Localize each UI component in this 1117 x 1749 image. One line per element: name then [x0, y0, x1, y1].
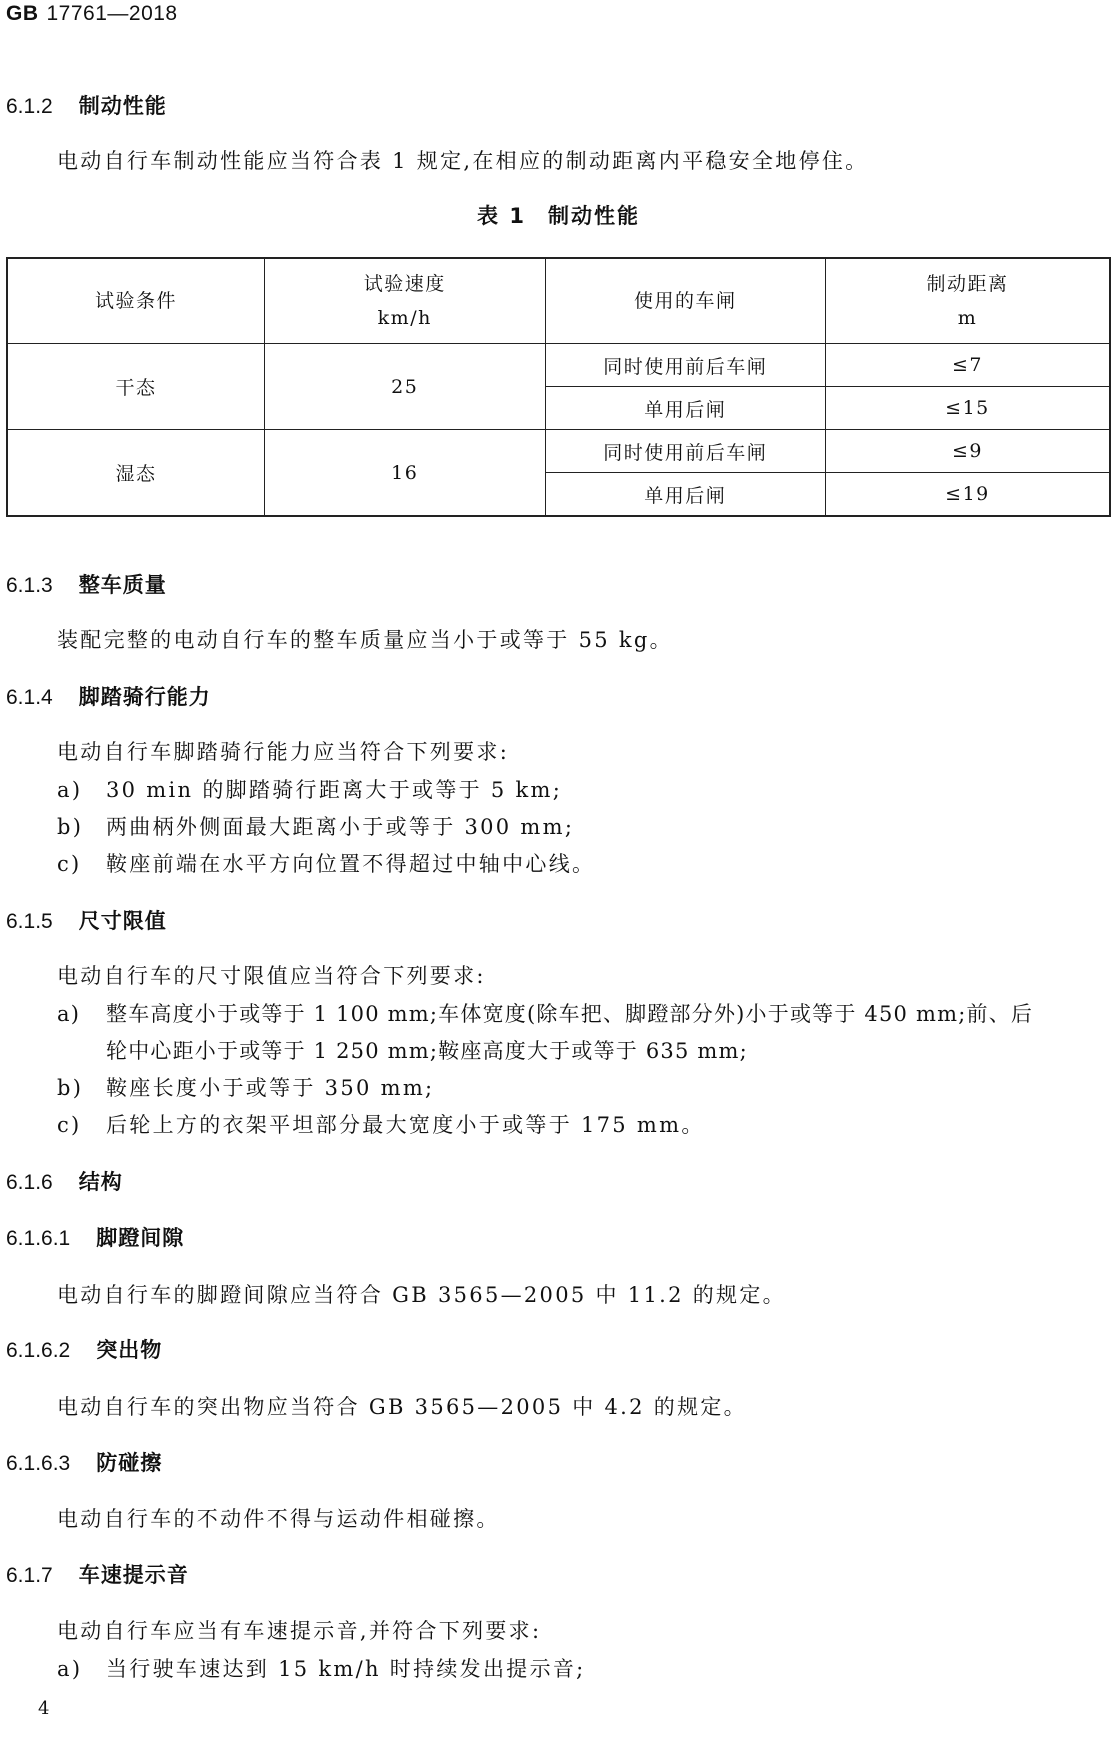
paragraph-6-1-6-1: 电动自行车的脚蹬间隙应当符合 GB 3565—2005 中 11.2 的规定。	[57, 1283, 786, 1307]
section-number: 6.1.5	[6, 910, 53, 933]
list-text: 后轮上方的衣架平坦部分最大宽度小于或等于 175 mm。	[106, 1113, 705, 1137]
section-heading-6-1-6	[6, 1166, 123, 1196]
section-heading-6-1-6-3	[6, 1447, 162, 1477]
paragraph-6-1-4: 电动自行车脚踏骑行能力应当符合下列要求:	[57, 740, 510, 764]
list-text: 整车高度小于或等于 1 100 mm;车体宽度(除车把、脚蹬部分外)小于或等于 450 mm;前、后	[106, 1002, 1034, 1026]
condition-cell: 湿态	[7, 430, 265, 517]
list-marker: b)	[57, 815, 84, 839]
list-item	[57, 1072, 434, 1102]
header-test-speed	[265, 258, 546, 344]
standard-prefix: GB	[6, 2, 39, 25]
section-title: 制动性能	[78, 94, 167, 118]
header-braking-distance	[825, 258, 1110, 344]
list-marker: a)	[57, 1657, 83, 1681]
list-item	[57, 774, 562, 804]
table-row	[7, 344, 1110, 387]
section-title: 尺寸限值	[78, 909, 167, 933]
list-marker: b)	[57, 1076, 84, 1100]
distance-cell: ≤9	[825, 430, 1110, 473]
section-number: 6.1.6.3	[6, 1452, 71, 1475]
standard-number: 17761—2018	[46, 2, 178, 25]
section-heading-6-1-3	[6, 569, 167, 599]
paragraph-6-1-2: 电动自行车制动性能应当符合表 1 规定,在相应的制动距离内平稳安全地停住。	[57, 149, 869, 173]
condition-cell: 干态	[7, 344, 265, 430]
list-item	[57, 1653, 586, 1683]
section-title: 脚蹬间隙	[96, 1226, 185, 1250]
speed-cell: 16	[265, 430, 546, 517]
section-title: 结构	[78, 1170, 123, 1194]
list-text: 鞍座前端在水平方向位置不得超过中轴中心线。	[106, 852, 596, 876]
section-heading-6-1-4	[6, 681, 211, 711]
brake-cell: 同时使用前后车闸	[545, 430, 825, 473]
header-brake-used: 使用的车闸	[545, 258, 825, 344]
section-number: 6.1.2	[6, 95, 53, 118]
table-caption-title: 制动性能	[547, 204, 640, 228]
section-title: 防碰擦	[96, 1451, 163, 1475]
brake-cell: 单用后闸	[545, 387, 825, 430]
list-item-continuation: 轮中心距小于或等于 1 250 mm;鞍座高度大于或等于 635 mm;	[106, 1039, 748, 1063]
section-heading-6-1-2	[6, 90, 167, 120]
list-item	[57, 811, 574, 841]
table-caption-number: 表 1	[477, 204, 526, 228]
paragraph-6-1-5: 电动自行车的尺寸限值应当符合下列要求:	[57, 964, 486, 988]
section-heading-6-1-6-2	[6, 1334, 162, 1364]
page-number: 4	[38, 1698, 50, 1719]
table-header-row	[7, 258, 1110, 344]
section-heading-6-1-5	[6, 905, 167, 935]
section-number: 6.1.6.1	[6, 1227, 71, 1250]
section-number: 6.1.3	[6, 574, 53, 597]
section-number: 6.1.6	[6, 1171, 53, 1194]
distance-cell: ≤15	[825, 387, 1110, 430]
paragraph-6-1-7: 电动自行车应当有车速提示音,并符合下列要求:	[57, 1619, 542, 1643]
list-item	[57, 1109, 705, 1139]
list-text: 两曲柄外侧面最大距离小于或等于 300 mm;	[106, 815, 575, 839]
table-row	[7, 430, 1110, 473]
brake-cell: 同时使用前后车闸	[545, 344, 825, 387]
speed-cell: 25	[265, 344, 546, 430]
section-heading-6-1-7	[6, 1559, 189, 1589]
header-speed-label: 试验速度	[363, 273, 446, 295]
list-marker: c)	[57, 1113, 82, 1137]
section-title: 整车质量	[78, 573, 167, 597]
list-marker: a)	[57, 778, 83, 802]
section-heading-6-1-6-1	[6, 1222, 184, 1252]
header-speed-unit: km/h	[377, 307, 432, 329]
list-text: 30 min 的脚踏骑行距离大于或等于 5 km;	[106, 778, 563, 802]
section-number: 6.1.6.2	[6, 1339, 71, 1362]
paragraph-6-1-6-3: 电动自行车的不动件不得与运动件相碰擦。	[57, 1507, 500, 1531]
list-item	[57, 848, 595, 878]
header-distance-label: 制动距离	[926, 273, 1009, 295]
section-number: 6.1.4	[6, 686, 53, 709]
distance-cell: ≤19	[825, 473, 1110, 517]
paragraph-6-1-3: 装配完整的电动自行车的整车质量应当小于或等于 55 kg。	[57, 628, 673, 652]
list-item	[57, 998, 1033, 1028]
brake-cell: 单用后闸	[545, 473, 825, 517]
section-title: 脚踏骑行能力	[78, 685, 211, 709]
distance-cell: ≤7	[825, 344, 1110, 387]
paragraph-6-1-6-2: 电动自行车的突出物应当符合 GB 3565—2005 中 4.2 的规定。	[57, 1395, 747, 1419]
section-number: 6.1.7	[6, 1564, 53, 1587]
section-title: 突出物	[96, 1338, 163, 1362]
header-test-condition: 试验条件	[7, 258, 265, 344]
list-marker: c)	[57, 852, 82, 876]
list-marker: a)	[57, 1002, 81, 1026]
standard-header	[6, 2, 178, 26]
list-text: 鞍座长度小于或等于 350 mm;	[106, 1076, 435, 1100]
list-text: 当行驶车速达到 15 km/h 时持续发出提示音;	[106, 1657, 586, 1681]
header-distance-unit: m	[957, 307, 978, 329]
braking-performance-table	[6, 257, 1111, 517]
table-caption	[0, 200, 1117, 230]
section-title: 车速提示音	[78, 1563, 189, 1587]
